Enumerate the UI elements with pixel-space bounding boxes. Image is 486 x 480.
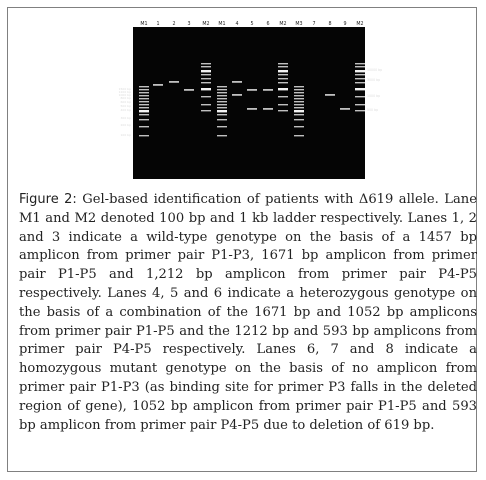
gel-band xyxy=(201,70,211,72)
lane-label: 3 xyxy=(187,22,191,27)
gel-band xyxy=(294,114,304,115)
gel-band xyxy=(139,89,149,90)
left-marker-label: 300 bp xyxy=(120,116,131,120)
gel-band xyxy=(294,86,304,87)
gel-band xyxy=(263,89,273,91)
right-marker-label: 1000 bp xyxy=(367,94,381,98)
gel-band xyxy=(217,104,227,105)
lane-label: M2 xyxy=(279,22,287,27)
lane-label: M1 xyxy=(218,22,226,27)
gel-band xyxy=(139,92,149,93)
gel-band xyxy=(294,89,304,90)
gel-band xyxy=(217,86,227,87)
gel-band xyxy=(294,126,304,127)
gel-band xyxy=(217,110,227,112)
gel-band xyxy=(201,96,211,97)
gel-band xyxy=(355,96,365,97)
gel-band xyxy=(278,74,288,75)
lane-label: M3 xyxy=(295,22,303,27)
gel-band xyxy=(355,110,365,111)
gel-band xyxy=(278,78,288,79)
gel-band xyxy=(294,104,304,105)
gel-band xyxy=(355,78,365,79)
gel-band xyxy=(294,92,304,93)
gel-band xyxy=(294,98,304,99)
lane-label: 7 xyxy=(312,22,316,27)
gel-band xyxy=(201,88,211,90)
gel-band xyxy=(355,74,365,75)
gel-band xyxy=(139,101,149,102)
left-marker-label: 100 bp xyxy=(120,133,131,137)
lane-label: M2 xyxy=(202,22,210,27)
gel-band xyxy=(201,63,211,64)
gel-band xyxy=(201,78,211,79)
gel-band xyxy=(217,107,227,108)
left-marker-label: 200 bp xyxy=(120,123,131,127)
lane-label: 8 xyxy=(328,22,332,27)
gel-band xyxy=(217,98,227,99)
gel-band xyxy=(278,66,288,67)
gel-band xyxy=(217,101,227,102)
left-marker-label: 1000 bp xyxy=(118,93,131,97)
gel-band xyxy=(217,135,227,136)
left-marker-label: 1200 bp xyxy=(118,90,131,94)
lane-label: 6 xyxy=(266,22,270,27)
figure-frame xyxy=(7,7,477,472)
gel-band xyxy=(263,108,273,110)
gel-band xyxy=(217,95,227,96)
gel-band xyxy=(294,101,304,102)
gel-band xyxy=(139,110,149,112)
gel-band xyxy=(278,88,288,90)
gel-band xyxy=(355,104,365,105)
gel-band xyxy=(294,110,304,112)
caption-text: Gel-based identification of patients with Δ619 allele. Lane M1 and M2 denoted 100 bp and 1 kb ladder respectively. Lanes 1, 2 and 3 indicate a wild-type genotype on the basis of a 1457 bp amplicon from primer pair P1-P3, 1671 bp amplicon from primer pair P1-P5 and 1,212 bp amplicon from primer pair P4-P5 respectively. Lanes 4, 5 and 6 indicate a heterozygous genotype on the basis of a combination of the 1671 bp and 1052 bp amplicons from primer pair P1-P5 and the 1212 bp and 593 bp amplicons from primer pair P4-P5 respectively. Lanes 6, 7 and 8 indicate a homozygous mutant genotype on the basis of no amplicon from primer pair P1-P3 (as binding site for primer P3 falls in the deleted region of gene), 1052 bp amplicon from primer pair P1-P5 and 593 bp amplicon from primer pair P4-P5 due to deletion of 619 bp. xyxy=(19,192,477,433)
lane-label: 1 xyxy=(156,22,160,27)
gel-band xyxy=(139,119,149,120)
gel-band xyxy=(184,89,194,91)
gel-band xyxy=(278,96,288,97)
gel-band xyxy=(217,89,227,90)
gel-band xyxy=(247,108,257,110)
gel-band xyxy=(355,82,365,83)
gel-band xyxy=(217,119,227,120)
figure-caption xyxy=(19,191,477,435)
gel-band xyxy=(139,126,149,127)
gel-band xyxy=(294,107,304,108)
gel-band xyxy=(201,82,211,83)
left-marker-label: 500 bp xyxy=(120,104,131,108)
left-marker-label: 400 bp xyxy=(120,108,131,112)
right-marker-label: 3000 bp xyxy=(367,78,381,82)
lane-label: M2 xyxy=(356,22,364,27)
gel-band xyxy=(139,98,149,99)
gel-band xyxy=(355,88,365,90)
gel-band xyxy=(278,70,288,72)
gel-band xyxy=(217,92,227,93)
gel-band xyxy=(355,66,365,67)
gel-band xyxy=(139,107,149,108)
left-marker-label: 600 bp xyxy=(120,100,131,104)
caption-label: Figure 2: xyxy=(19,192,77,207)
gel-band xyxy=(355,70,365,72)
lane-labels xyxy=(140,21,363,27)
gel-band xyxy=(139,95,149,96)
gel-band xyxy=(278,110,288,111)
gel-band xyxy=(340,108,350,110)
gel-band xyxy=(217,114,227,115)
gel-electrophoresis-image xyxy=(118,18,383,182)
gel-band xyxy=(294,135,304,136)
gel-band xyxy=(232,81,242,83)
gel-background xyxy=(133,27,365,179)
gel-band xyxy=(355,63,365,64)
left-marker-label: 1500 bp xyxy=(118,87,131,91)
left-marker-label: 800 bp xyxy=(120,96,131,100)
gel-band xyxy=(278,104,288,105)
gel-band xyxy=(139,135,149,136)
gel-band xyxy=(201,104,211,105)
gel-band xyxy=(201,110,211,111)
lane-label: 9 xyxy=(343,22,347,27)
lane-label: 5 xyxy=(250,22,254,27)
gel-band xyxy=(325,94,335,96)
gel-band xyxy=(201,74,211,75)
gel-band xyxy=(139,104,149,105)
gel-band xyxy=(278,82,288,83)
gel-band xyxy=(139,114,149,115)
gel-band xyxy=(217,126,227,127)
lane-label: 4 xyxy=(235,22,239,27)
gel-band xyxy=(232,94,242,96)
gel-band xyxy=(247,89,257,91)
gel-band xyxy=(169,81,179,83)
gel-band xyxy=(139,86,149,87)
gel-band xyxy=(153,84,163,86)
right-marker-label: 10000 bp xyxy=(367,68,383,72)
gel-band xyxy=(294,119,304,120)
lane-label: 2 xyxy=(172,22,176,27)
right-marker-label: 500 bp xyxy=(367,108,379,112)
gel-band xyxy=(294,95,304,96)
gel-band xyxy=(201,66,211,67)
lane-label: M1 xyxy=(140,22,148,27)
gel-band xyxy=(278,63,288,64)
